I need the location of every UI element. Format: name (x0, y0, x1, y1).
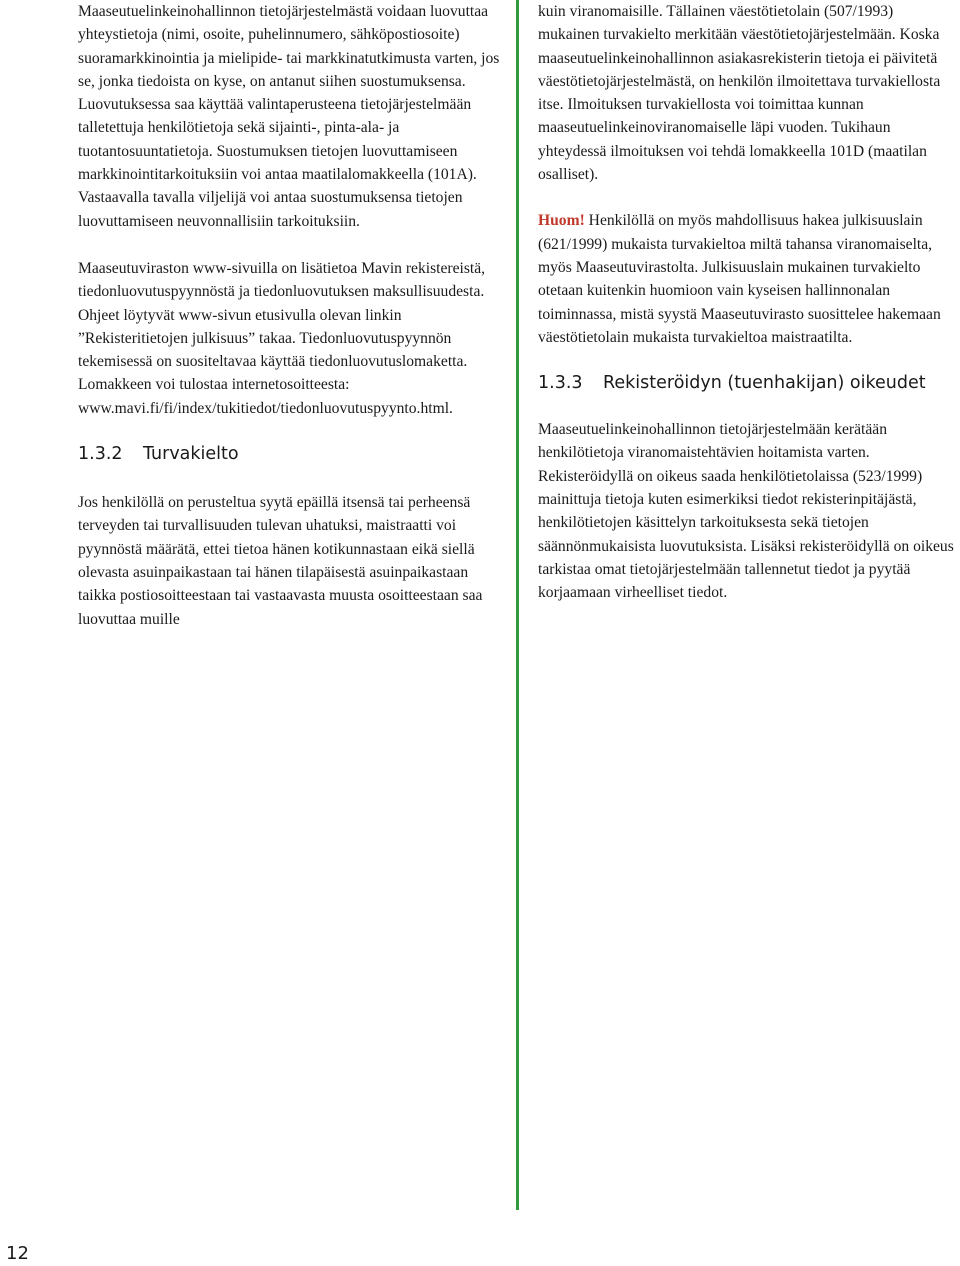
paragraph-huom-note (538, 209, 958, 349)
huom-text: Henkilöllä on myös mahdollisuus hakea julkisuuslain (621/1999) mukaista turvakieltoa miltä tahansa viranomaiselta, myös Maaseutuvirastolta. Julkisuuslain mukainen turvakielto otetaan kuitenkin huomioon vain kyseisen hallinnonalan toiminnassa, mistä syystä Maaseutuvirasto suosittelee hakemaan väestötietolain mukaista turvakieltoa maistraatilta. (538, 212, 941, 346)
section-heading-1-3-3 (538, 371, 958, 395)
page-number: 12 (6, 1243, 29, 1264)
paragraph-mavi-website-info: Maaseutuviraston www-sivuilla on lisätietoa Mavin rekistereistä, tiedonluovutuspyynnöstä ja tiedonluovutuksen maksullisuudesta. Ohjeet löytyvät www-sivun etusivulla olevan linkin ”Rekisteritietojen julkisuus” takaa. Tiedonluovutuspyynnön tekemisessä on suositeltavaa käyttää tiedonluovutuslomaketta. Lomakkeen voi tulostaa internetosoitteesta: www.mavi.fi/fi/index/tukitiedot/tiedonluovutuspyynto.html. (78, 259, 486, 417)
section-heading-1-3-2 (78, 442, 500, 466)
section-number: 1.3.2 (78, 444, 123, 465)
column-divider (516, 0, 519, 1210)
section-title: Rekisteröidyn (tuenhakijan) oikeudet (603, 373, 926, 394)
section-number: 1.3.3 (538, 373, 583, 394)
paragraph-rekisteroidyn-oikeudet: Maaseutuelinkeinohallinnon tietojärjestelmään kerätään henkilötietoja viranomaistehtävien hoitamista varten. Rekisteröidyllä on oikeus saada henkilötietolaissa (523/1999) mainittuja tietoja kuten esimerkiksi tiedot rekisterinpitäjästä, henkilötietojen käsittelyn tarkoituksesta sekä tietojen säännönmukaisista luovutuksista. Lisäksi rekisteröidyllä on oikeus tarkistaa omat tietojärjestelmään tallennetut tiedot ja pyytää korjaamaan virheelliset tiedot. (538, 421, 954, 602)
paragraph-turvakielto-continued: kuin viranomaisille. Tällainen väestötietolain (507/1993) mukainen turvakielto merkitään väestötietojärjestelmään. Koska maaseutuelinkeinohallinnon asiakasrekisterin tietoja ei päivitetä väestötietojärjestelmästä, on henkilön ilmoitettava turvakiellosta itse. Ilmoituksen turvakiellosta voi toimittaa kunnan maaseutuelinkeinoviranomaiselle läpi vuoden. Tukihaun yhteydessä ilmoituksen voi tehdä lomakkeella 101D (maatilan osalliset). (538, 3, 941, 184)
right-column (538, 0, 958, 605)
paragraph-turvakielto: Jos henkilöllä on perusteltua syytä epäillä itsensä tai perheensä terveyden tai turvallisuuden tulevan uhatuksi, maistraatti voi pyynnöstä määrätä, ettei tietoa hänen kotikunnastaan eikä siellä olevasta asuinpaikastaan tai hänen tilapäisestä asuinpaikastaan taikka postiosoitteestaan tai vastaavasta muusta osoitteestaan saa luovuttaa muille (78, 494, 483, 628)
huom-label: Huom! (538, 212, 585, 230)
section-title: Turvakielto (143, 444, 239, 465)
left-column (78, 0, 500, 631)
paragraph-contact-disclosure: Maaseutuelinkeinohallinnon tietojärjestelmästä voidaan luovuttaa yhteystietoja (nimi, osoite, puhelinnumero, sähköpostiosoite) suoramarkkinointia ja mielipide- tai markkinatutkimusta varten, jos se, jonka tiedoista on kyse, on antanut siihen suostumuksensa. Luovutuksessa saa käyttää valintaperusteena tietojärjestelmään talletettuja henkilötietoja sekä sijainti-, pinta-ala- ja tuotantosuuntatietoja. Suostumuksen tietojen luovuttamiseen markkinointitarkoituksiin voi antaa maatilalomakkeella (101A). Vastaavalla tavalla viljelijä voi antaa suostumuksensa tietojen luovuttamiseen neuvonnallisiin tarkoituksiin. (78, 3, 500, 230)
